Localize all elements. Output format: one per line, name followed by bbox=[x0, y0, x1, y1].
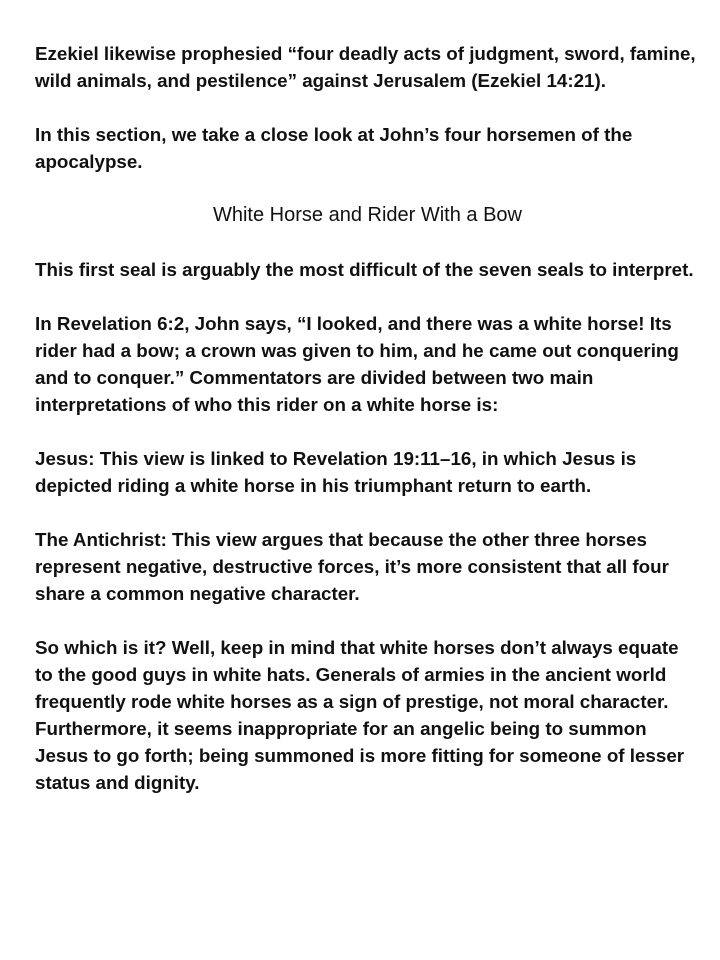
section-heading: White Horse and Rider With a Bow bbox=[212, 204, 522, 226]
paragraph-antichrist-view: The Antichrist: This view argues that because the other three horses represent negative, destructive forces, it’s more consistent that all four share a common negative character. bbox=[35, 529, 669, 604]
paragraph-first-seal: This first seal is arguably the most difficult of the seven seals to interpret. bbox=[35, 259, 694, 280]
paragraph-revelation-quote: In Revelation 6:2, John says, “I looked, and there was a white horse! Its rider had a bow; a crown was given to him, and he came out conquering and to conquer.” Commentators are divided between two main interpretations of who this rider on a white horse is: bbox=[35, 313, 679, 415]
paragraph-section-intro: In this section, we take a close look at John’s four horsemen of the apocalypse. bbox=[35, 124, 633, 172]
paragraph-conclusion: So which is it? Well, keep in mind that white horses don’t always equate to the good guys in white hats. Generals of armies in the ancient world frequently rode white horses as a sign of prestige, not moral character. Furthermore, it seems inappropriate for an angelic being to summon Jesus to go forth; being summoned is more fitting for someone of lesser status and dignity. bbox=[35, 637, 685, 793]
paragraph-jesus-view: Jesus: This view is linked to Revelation 19:11–16, in which Jesus is depicted riding a white horse in his triumphant return to earth. bbox=[35, 448, 637, 496]
paragraph-ezekiel: Ezekiel likewise prophesied “four deadly acts of judgment, sword, famine, wild animals, and pestilence” against Jerusalem (Ezekiel 14:21). bbox=[35, 43, 696, 91]
document-page bbox=[35, 40, 700, 796]
